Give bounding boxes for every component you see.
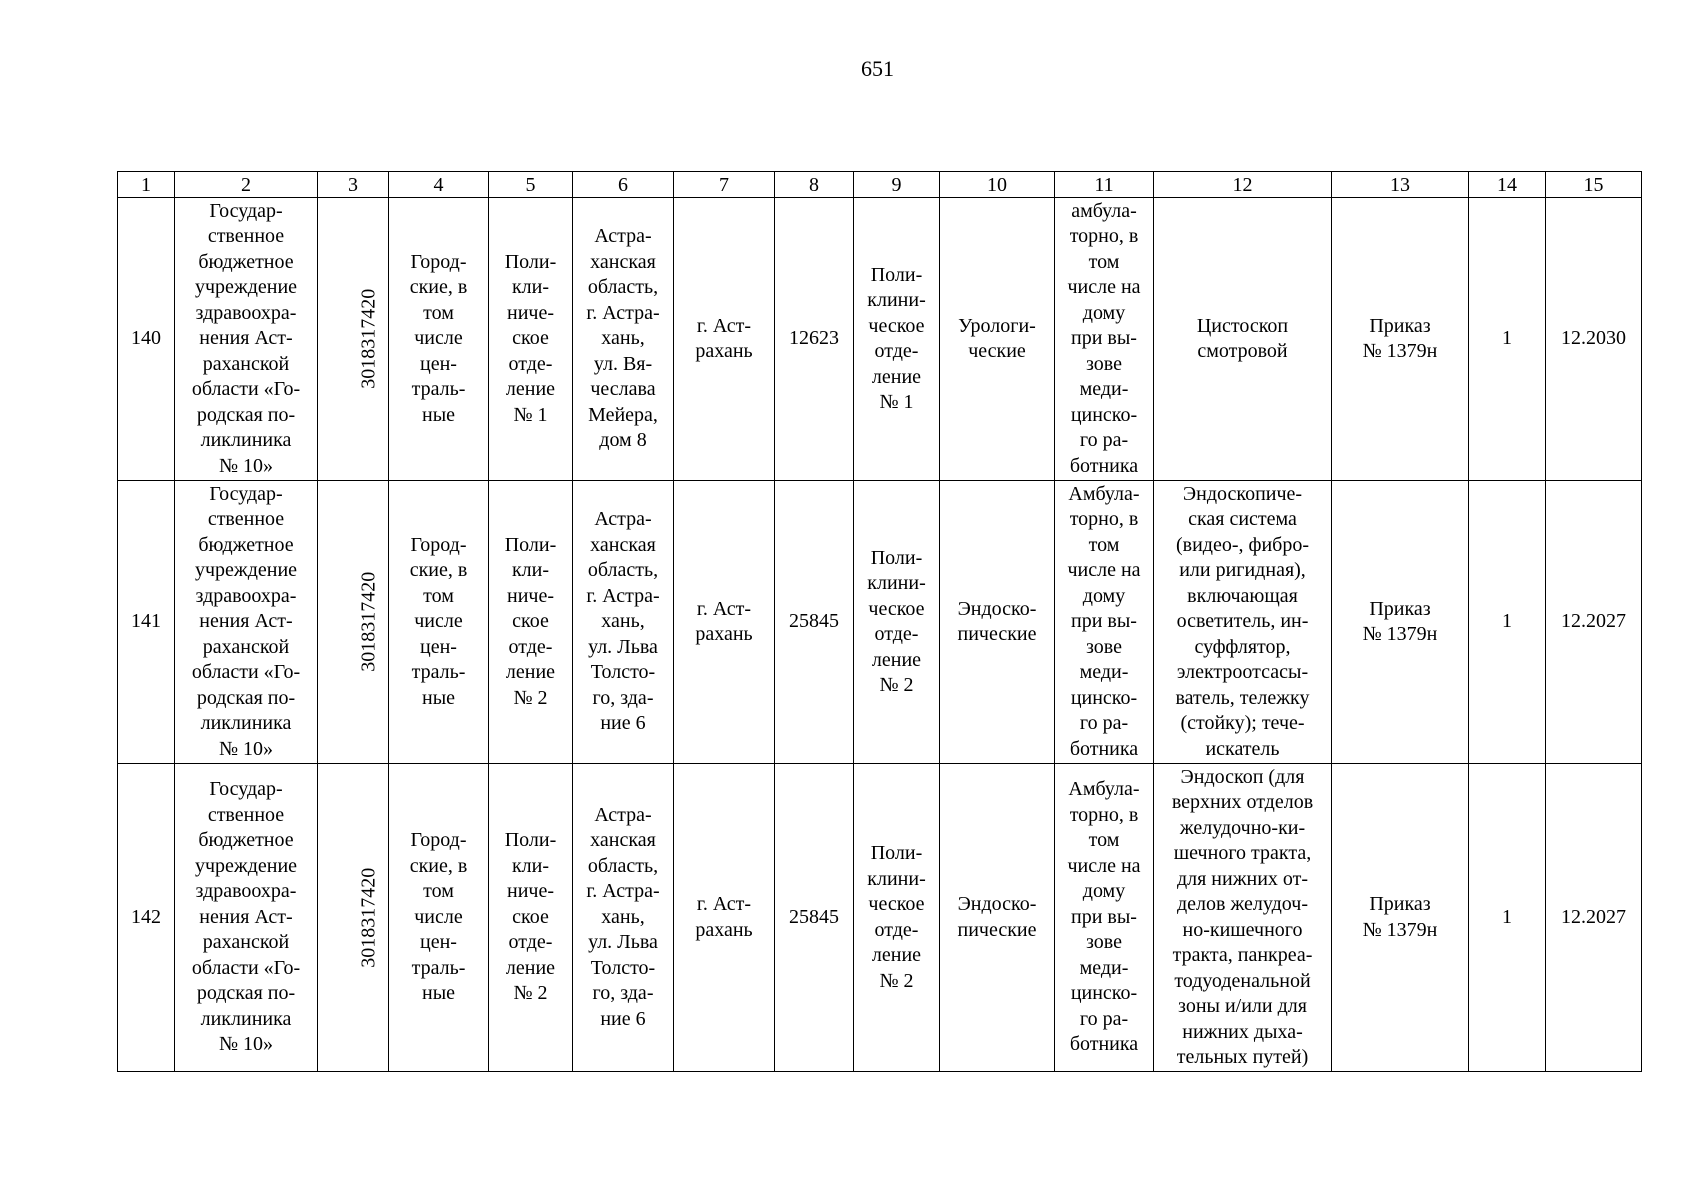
- cell-text-line: кли-: [511, 854, 550, 877]
- cell-text-line: меди-: [1079, 956, 1129, 979]
- cell-text-line: учреждение: [194, 276, 298, 299]
- cell-text-line: клини-: [867, 289, 926, 311]
- cell-text-line: шечного тракта,: [1173, 842, 1312, 864]
- cell-text-line: Эндоскопиче-: [1182, 482, 1303, 505]
- structural-unit-cell: [489, 198, 573, 481]
- cell-text-line: Государ-: [209, 199, 283, 222]
- care-conditions-cell: [1055, 764, 1154, 1072]
- cell-text-line: Государ-: [209, 482, 283, 505]
- cell-text-line: Эндоскоп (для: [1180, 765, 1305, 788]
- cell-text-line: рахань: [695, 340, 753, 362]
- cell-text-line: тельных путей): [1176, 1046, 1309, 1068]
- cell-text-line: рахань: [695, 918, 753, 941]
- cell-text-line: ское: [512, 610, 549, 633]
- cell-text-line: ботника: [1069, 454, 1139, 477]
- header-cell: 5: [489, 172, 573, 198]
- organization-name-cell: [175, 481, 318, 764]
- cell-text-line: числе на: [1067, 854, 1141, 877]
- cell-text-line: числе: [414, 610, 463, 633]
- cell-text-line: Город-: [410, 829, 467, 852]
- cell-text-line: области «Го-: [191, 378, 301, 401]
- date-cell: 12.2030: [1546, 198, 1642, 481]
- cell-text-line: раханской: [202, 352, 290, 375]
- quantity-cell: 1: [1469, 764, 1546, 1072]
- cell-text-line: № 2: [879, 674, 914, 696]
- quantity-cell: 1: [1469, 198, 1546, 481]
- address-cell: [573, 198, 674, 481]
- cell-text-line: торно, в: [1069, 508, 1139, 531]
- cell-text-line: тракта, панкреа-: [1172, 944, 1313, 966]
- cell-text-line: ватель, тележку: [1175, 686, 1310, 709]
- cell-text-line: ботника: [1069, 737, 1139, 760]
- code-cell: 12623: [775, 198, 854, 481]
- cell-text-line: Толсто-: [590, 956, 656, 979]
- cell-text-line: цинско-: [1070, 403, 1138, 426]
- cell-text-line: бюджетное: [198, 533, 294, 556]
- cell-text-line: Астра-: [594, 225, 652, 248]
- header-cell: 6: [573, 172, 674, 198]
- cell-text-line: го ра-: [1079, 712, 1129, 735]
- row-number-cell: 142: [118, 764, 175, 1072]
- cell-text-line: ление: [505, 956, 556, 979]
- cell-text-line: ниче-: [506, 584, 554, 607]
- cell-text-line: ликлиника: [200, 1007, 292, 1030]
- cell-text-line: отде-: [508, 931, 553, 954]
- cell-text-line: отде-: [874, 623, 919, 645]
- address-cell: [573, 764, 674, 1072]
- cell-text-line: том: [423, 880, 454, 903]
- cell-text-line: (видео-, фибро-: [1175, 533, 1310, 556]
- cell-text-line: Эндоско-: [957, 597, 1037, 620]
- cell-text-line: но-кишечного: [1182, 918, 1303, 941]
- header-cell: 9: [854, 172, 940, 198]
- cell-text-line: № 10»: [218, 1033, 274, 1056]
- header-cell: 3: [318, 172, 389, 198]
- cell-text-line: области «Го-: [191, 956, 301, 979]
- cell-text-line: № 1379н: [1362, 340, 1438, 362]
- cell-text-line: Амбула-: [1068, 778, 1140, 801]
- cell-text-line: отде-: [508, 635, 553, 658]
- inn-cell: [318, 764, 389, 1072]
- cell-text-line: дому: [1082, 880, 1126, 903]
- organization-name-cell: [175, 198, 318, 481]
- cell-text-line: ул. Льва: [588, 931, 658, 954]
- cell-text-line: ханская: [590, 533, 656, 556]
- header-cell: 10: [940, 172, 1055, 198]
- quantity-cell: 1: [1469, 481, 1546, 764]
- cell-text-line: бюджетное: [198, 829, 294, 852]
- cell-text-line: отде-: [874, 918, 919, 941]
- cell-text-line: ческие: [968, 340, 1026, 362]
- cell-text-line: раханской: [202, 635, 290, 658]
- standard-order-cell: [1332, 481, 1469, 764]
- cell-text-line: родская по-: [196, 982, 296, 1005]
- code-cell: 25845: [775, 764, 854, 1072]
- cell-text-line: торно, в: [1069, 803, 1139, 826]
- date-cell: 12.2027: [1546, 481, 1642, 764]
- address-cell: [573, 481, 674, 764]
- cell-text-line: г. Астра-: [586, 880, 660, 903]
- cell-text-line: области «Го-: [191, 661, 301, 684]
- standard-order-cell: [1332, 198, 1469, 481]
- cell-text-line: ботника: [1069, 1033, 1139, 1056]
- cell-text-line: пические: [957, 623, 1037, 645]
- cell-text-line: зове: [1086, 931, 1122, 954]
- cell-text-line: Поли-: [504, 829, 557, 852]
- cell-text-line: № 1379н: [1362, 918, 1438, 941]
- cell-text-line: смотровой: [1197, 340, 1288, 362]
- header-cell: 1: [118, 172, 175, 198]
- cell-text-line: № 2: [513, 982, 548, 1005]
- inn-vertical-text: 3018317420: [357, 572, 380, 672]
- cell-text-line: область,: [587, 559, 659, 582]
- cell-text-line: ные: [421, 686, 456, 709]
- cell-text-line: ственное: [207, 225, 285, 248]
- cell-text-line: том: [1088, 250, 1120, 273]
- cell-text-line: Приказ: [1369, 893, 1431, 915]
- cell-text-line: цен-: [420, 931, 457, 954]
- cell-text-line: траль-: [411, 661, 466, 684]
- cell-text-line: № 2: [879, 969, 914, 992]
- cell-text-line: цен-: [420, 635, 457, 658]
- cell-text-line: нения Аст-: [199, 327, 293, 350]
- cell-text-line: при вы-: [1071, 905, 1137, 928]
- cell-text-line: верхних отделов: [1171, 791, 1314, 813]
- header-cell: 2: [175, 172, 318, 198]
- cell-text-line: ственное: [207, 803, 285, 826]
- cell-text-line: нения Аст-: [199, 905, 293, 928]
- cell-text-line: здравоохра-: [195, 880, 297, 903]
- cell-text-line: том: [1088, 533, 1120, 556]
- cell-text-line: дом 8: [599, 429, 647, 452]
- cell-text-line: № 10»: [218, 454, 274, 477]
- cell-text-line: ские, в: [409, 854, 468, 877]
- locality-cell: [674, 481, 775, 764]
- medical-profile-cell: [940, 764, 1055, 1072]
- cell-text-line: Поли-: [504, 533, 557, 556]
- page-number: 651: [861, 56, 894, 81]
- cell-text-line: родская по-: [196, 686, 296, 709]
- cell-text-line: Астра-: [594, 508, 652, 531]
- organization-type-cell: [389, 481, 489, 764]
- cell-text-line: ные: [421, 403, 456, 426]
- cell-text-line: ление: [871, 365, 922, 388]
- cell-text-line: нижних дыха-: [1182, 1020, 1303, 1043]
- equipment-cell: [1154, 481, 1332, 764]
- cell-text-line: го ра-: [1079, 429, 1129, 452]
- cell-text-line: ниче-: [506, 880, 554, 903]
- cell-text-line: зове: [1086, 635, 1122, 658]
- cell-text-line: ханская: [590, 829, 656, 852]
- cell-text-line: ческое: [868, 893, 925, 915]
- cell-text-line: бюджетное: [198, 250, 294, 273]
- cell-text-line: ческое: [868, 314, 925, 337]
- inn-cell: [318, 198, 389, 481]
- cell-text-line: го, зда-: [592, 686, 654, 709]
- cell-text-line: ские, в: [409, 276, 468, 299]
- cell-text-line: г. Астра-: [586, 584, 660, 607]
- cell-text-line: цинско-: [1070, 982, 1138, 1005]
- cell-text-line: том: [423, 301, 454, 324]
- cell-text-line: электроотсасы-: [1176, 661, 1309, 684]
- cell-text-line: ликлиника: [200, 712, 292, 735]
- cell-text-line: ул. Вя-: [593, 352, 653, 375]
- cell-text-line: ниче-: [506, 301, 554, 324]
- header-cell: 11: [1055, 172, 1154, 198]
- cell-text-line: Город-: [410, 533, 467, 556]
- cell-text-line: область,: [587, 854, 659, 877]
- cell-text-line: хань,: [601, 327, 645, 350]
- cell-text-line: отде-: [874, 340, 919, 362]
- inn-cell: [318, 481, 389, 764]
- cell-text-line: чеслава: [590, 378, 656, 401]
- cell-text-line: хань,: [601, 905, 645, 928]
- cell-text-line: Эндоско-: [957, 893, 1037, 915]
- cell-text-line: ление: [871, 944, 922, 966]
- equipment-table: [117, 171, 1642, 1072]
- cell-text-line: отде-: [508, 352, 553, 375]
- cell-text-line: здравоохра-: [195, 301, 297, 324]
- header-cell: 8: [775, 172, 854, 198]
- department-cell: [854, 198, 940, 481]
- organization-name-cell: [175, 764, 318, 1072]
- care-conditions-cell: [1055, 198, 1154, 481]
- cell-text-line: числе на: [1067, 276, 1141, 299]
- cell-text-line: при вы-: [1071, 610, 1137, 633]
- cell-text-line: Поли-: [504, 250, 557, 273]
- cell-text-line: ческое: [868, 597, 925, 620]
- department-cell: [854, 481, 940, 764]
- structural-unit-cell: [489, 481, 573, 764]
- cell-text-line: г. Аст-: [696, 597, 752, 620]
- code-cell: 25845: [775, 481, 854, 764]
- medical-profile-cell: [940, 481, 1055, 764]
- cell-text-line: осветитель, ин-: [1176, 610, 1309, 633]
- cell-text-line: ханская: [590, 250, 656, 273]
- cell-text-line: траль-: [411, 378, 466, 401]
- cell-text-line: г. Аст-: [696, 314, 752, 337]
- header-cell: 12: [1154, 172, 1332, 198]
- cell-text-line: ление: [505, 378, 556, 401]
- cell-text-line: ственное: [207, 508, 285, 531]
- cell-text-line: зове: [1086, 352, 1122, 375]
- cell-text-line: ление: [871, 648, 922, 671]
- structural-unit-cell: [489, 764, 573, 1072]
- header-cell: 15: [1546, 172, 1642, 198]
- cell-text-line: ление: [505, 661, 556, 684]
- cell-text-line: здравоохра-: [195, 584, 297, 607]
- cell-text-line: зоны и/или для: [1178, 995, 1307, 1017]
- date-cell: 12.2027: [1546, 764, 1642, 1072]
- cell-text-line: г. Аст-: [696, 893, 752, 915]
- cell-text-line: тодуоденальной: [1174, 969, 1311, 992]
- cell-text-line: том: [423, 584, 454, 607]
- cell-text-line: Государ-: [209, 778, 283, 801]
- inn-vertical-text: 3018317420: [357, 867, 380, 968]
- cell-text-line: ские, в: [409, 559, 468, 582]
- header-cell: 4: [389, 172, 489, 198]
- cell-text-line: делов желудоч-: [1176, 893, 1308, 915]
- organization-type-cell: [389, 764, 489, 1072]
- cell-text-line: № 1379н: [1362, 623, 1438, 645]
- cell-text-line: Поли-: [870, 546, 923, 569]
- cell-text-line: № 1: [513, 403, 548, 426]
- cell-text-line: пические: [957, 918, 1037, 941]
- cell-text-line: нения Аст-: [199, 610, 293, 633]
- cell-text-line: дому: [1082, 301, 1126, 324]
- table-header-row: [118, 172, 1642, 198]
- cell-text-line: учреждение: [194, 559, 298, 582]
- cell-text-line: Поли-: [870, 842, 923, 864]
- cell-text-line: ул. Льва: [588, 635, 658, 658]
- cell-text-line: г. Астра-: [586, 301, 660, 324]
- cell-text-line: при вы-: [1071, 327, 1137, 350]
- department-cell: [854, 764, 940, 1072]
- cell-text-line: суффлятор,: [1194, 635, 1291, 658]
- cell-text-line: го ра-: [1079, 1007, 1129, 1030]
- cell-text-line: Поли-: [870, 263, 923, 286]
- cell-text-line: торно, в: [1069, 225, 1139, 248]
- cell-text-line: траль-: [411, 956, 466, 979]
- table-row: [118, 481, 1642, 764]
- cell-text-line: клини-: [867, 572, 926, 594]
- equipment-cell: [1154, 198, 1332, 481]
- cell-text-line: амбула-: [1071, 199, 1137, 222]
- cell-text-line: Астра-: [594, 803, 652, 826]
- care-conditions-cell: [1055, 481, 1154, 764]
- cell-text-line: учреждение: [194, 854, 298, 877]
- cell-text-line: № 1: [879, 391, 914, 413]
- cell-text-line: ское: [512, 905, 549, 928]
- cell-text-line: для нижних от-: [1176, 867, 1309, 890]
- header-cell: 13: [1332, 172, 1469, 198]
- locality-cell: [674, 198, 775, 481]
- cell-text-line: область,: [587, 276, 659, 299]
- cell-text-line: кли-: [511, 276, 550, 299]
- cell-text-line: Амбула-: [1068, 482, 1140, 505]
- locality-cell: [674, 764, 775, 1072]
- cell-text-line: включающая: [1187, 584, 1298, 607]
- row-number-cell: 140: [118, 198, 175, 481]
- cell-text-line: числе: [414, 327, 463, 350]
- cell-text-line: ликлиника: [200, 429, 292, 452]
- cell-text-line: цинско-: [1070, 686, 1138, 709]
- cell-text-line: меди-: [1079, 378, 1129, 401]
- cell-text-line: клини-: [867, 867, 926, 890]
- cell-text-line: желудочно-ки-: [1179, 816, 1306, 839]
- equipment-cell: [1154, 764, 1332, 1072]
- cell-text-line: числе: [414, 905, 463, 928]
- row-number-cell: 141: [118, 481, 175, 764]
- cell-text-line: Мейера,: [588, 403, 658, 426]
- cell-text-line: (стойку); тече-: [1180, 712, 1305, 735]
- cell-text-line: Город-: [410, 250, 467, 273]
- cell-text-line: Приказ: [1369, 314, 1431, 337]
- cell-text-line: Толсто-: [590, 661, 656, 684]
- header-cell: 14: [1469, 172, 1546, 198]
- cell-text-line: Цистоскоп: [1196, 314, 1289, 337]
- cell-text-line: или ригидная),: [1179, 559, 1306, 582]
- table-row: [118, 198, 1642, 481]
- cell-text-line: том: [1088, 829, 1120, 852]
- cell-text-line: № 2: [513, 686, 548, 709]
- cell-text-line: № 10»: [218, 737, 274, 760]
- cell-text-line: го, зда-: [592, 982, 654, 1005]
- cell-text-line: числе на: [1067, 559, 1141, 582]
- cell-text-line: ные: [421, 982, 456, 1005]
- cell-text-line: ние 6: [600, 712, 646, 735]
- organization-type-cell: [389, 198, 489, 481]
- cell-text-line: рахань: [695, 623, 753, 645]
- cell-text-line: ская система: [1188, 508, 1297, 531]
- cell-text-line: Урологи-: [958, 314, 1036, 337]
- cell-text-line: ние 6: [600, 1007, 646, 1030]
- cell-text-line: цен-: [420, 352, 457, 375]
- table-row: [118, 764, 1642, 1072]
- cell-text-line: Приказ: [1369, 597, 1431, 620]
- header-cell: 7: [674, 172, 775, 198]
- inn-vertical-text: 3018317420: [357, 289, 380, 389]
- cell-text-line: хань,: [601, 610, 645, 633]
- medical-profile-cell: [940, 198, 1055, 481]
- cell-text-line: дому: [1082, 584, 1126, 607]
- cell-text-line: кли-: [511, 559, 550, 582]
- cell-text-line: родская по-: [196, 403, 296, 426]
- cell-text-line: ское: [512, 327, 549, 350]
- cell-text-line: меди-: [1079, 661, 1129, 684]
- cell-text-line: искатель: [1205, 737, 1280, 760]
- cell-text-line: раханской: [202, 931, 290, 954]
- standard-order-cell: [1332, 764, 1469, 1072]
